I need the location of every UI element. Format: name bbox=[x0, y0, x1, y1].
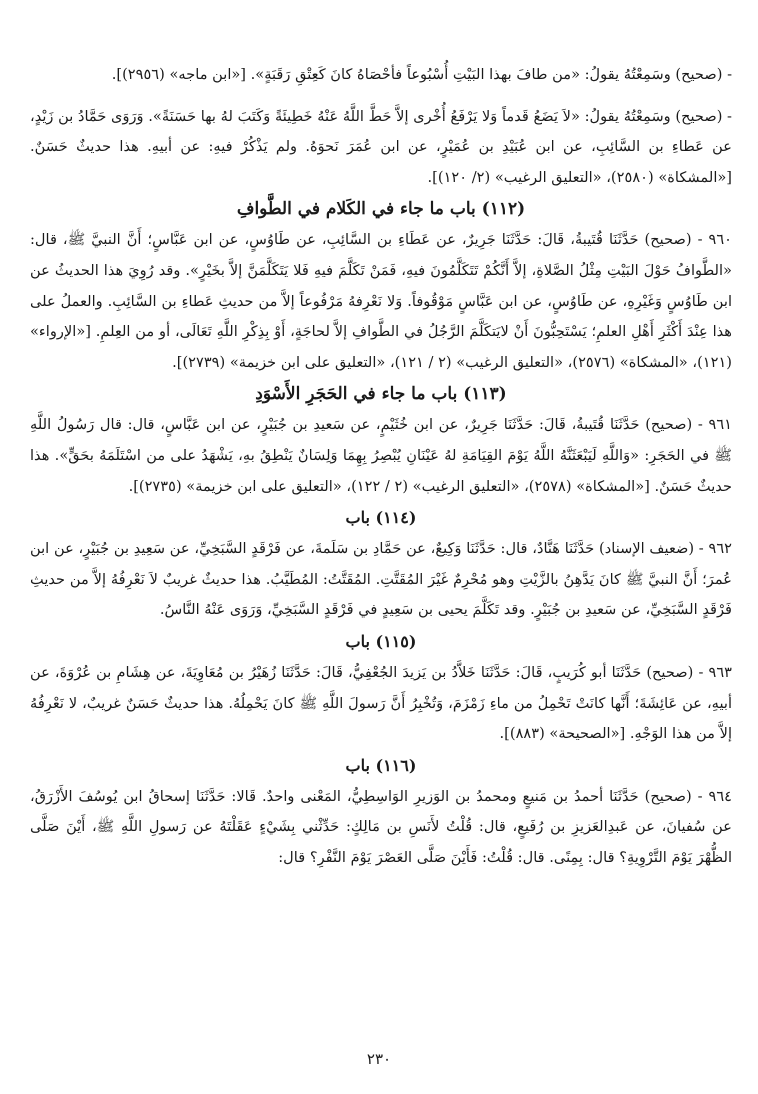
hadith-paragraph: - (صحيح) وسَمِعْتُهُ يقولُ: «لاَ يَضَعُ قَدماً وَلا يَرْفَعُ أُخْرى إلاَّ حَطَّ اللَّهُ عَنْهُ خَطِيئَةً وَكَتَبَ لهُ بها حَسَنَةً». وَرَوَى حَمَّادُ بن زَيْدٍ، عن عَطاءِ بن السَّائِبِ، عن ابن عُبَيْدِ بن عُمَيْرٍ، عن ابن عُمَرَ نَحوَهُ. ولم يَذْكُرْ فيهِ: عن أبيهِ. هذا حديثٌ حَسَنٌ. [«المشكاة» (٢٥٨٠)، «التعليق الرغيب» (٢/ ١٢٠)]. bbox=[30, 107, 732, 186]
hadith-960: ٩٦٠ - (صحيح) حَدَّثَنَا قُتَيبةُ، قَالَ: حَدَّثَنَا جَرِيرٌ، عن عَطَاءِ بن السَّائِبِ، عن طَاوُسٍ، عن ابن عَبَّاسٍ؛ أَنَّ النبيَّ ﷺ، قال: «الطَّوافُ حَوْلَ البَيْتِ مِثْلُ الصَّلاةِ، إلاَّ أَنَّكُمْ تَتَكَلَّمُونَ فيهِ، فَمَنْ تَكَلَّمَ فيهِ فَلا يَتَكَلَّمَنَّ إلاَّ بخَيْرٍ». وقد رُوِيَ هذا الحديثُ عن ابن طَاوُسٍ وَغَيْرِهِ، عن طَاوُسٍ، عن ابن عَبَّاسٍ مَوْقُوفاً. وَلا نَعْرِفهُ مَرْفُوعاً إلاَّ من حديثِ عَطاءِ بن السَّائِبِ. والعملُ على هذا عِنْدَ أَكْثَرِ أَهْلِ العلمِ؛ يَسْتَحِبُّونَ أَنْ لايَتكَلَّمَ الرَّجُلُ في الطَّوافِ إلاَّ لحاجَةٍ، أَوْ بِذِكْرِ اللَّهِ تَعَالَى، أو من العِلمِ. [«الإرواء» (١٢١)، «المشكاة» (٢٥٧٦)، «التعليق الرغيب» (٢ / ١٢١)، «التعليق على ابن خزيمة» (٢٧٣٩)]. bbox=[30, 231, 732, 371]
chapter-heading: (١١٤) باب bbox=[345, 508, 417, 528]
chapter-heading: (١١٦) باب bbox=[345, 755, 417, 775]
chapter-heading: (١١٥) باب bbox=[345, 631, 417, 651]
hadith-963: ٩٦٣ - (صحيح) حَدَّثَنَا أبو كُرَيبٍ، قَالَ: حَدَّثَنَا خَلاَّدُ بن يَزيدَ الجُعْفِيُّ، قَالَ: حَدَّثَنَا زُهَيْرُ بن مُعَاوِيَةَ، عن هِشَامِ بن عُرْوَةَ، عن أبيهِ، عن عَائِشَةَ؛ أَنَّها كانَتْ تَحْمِلُ من ماءِ زَمْزَمَ، وَتُخْبِرُ أَنَّ رَسولَ اللَّهِ ﷺ كانَ يَحْمِلُهُ. هذا حديثٌ حَسَنٌ غريبٌ، لا نَعْرِفُهُ إلاَّ من هذا الوَجْهِ. [«الصحيحة» (٨٨٣)]. bbox=[30, 663, 732, 743]
hadith-paragraph: - (صحيح) وسَمِعْتُهُ يقولُ: «من طافَ بهذا البَيْتِ أُسْبُوعاً فأحْصَاهُ كانَ كَعِتْقِ رَقَبَةٍ». [«ابن ماجه» (٢٩٥٦)]. bbox=[111, 66, 732, 83]
page-number: ٢٣٠ bbox=[366, 1050, 392, 1068]
chapter-heading: (١١٣) باب ما جاء في الحَجَرِ الأَسْوَدِ bbox=[255, 384, 507, 405]
chapter-heading: (١١٢) باب ما جاء في الكَلام في الطَّوافِ bbox=[236, 199, 526, 220]
hadith-961: ٩٦١ - (صحيح) حَدَّثَنَا قُتَيبةُ، قَالَ: حَدَّثَنَا جَرِيرٌ، عن ابن خُثَيْمٍ، عن سَعيدِ بن جُبَيْرٍ، عن ابن عَبَّاسٍ، قال: قال رَسُولُ اللَّهِ ﷺ في الحَجَرِ: «وَاللَّهِ لَيَبْعَثَنَّهُ اللَّهُ يَوْمَ القِيَامَةِ لهُ عَيْنَانِ يُبْصِرُ بِهِمَا وَلِسَانٌ يَنْطِقُ بهِ، يَشْهَدُ على من اسْتَلَمَهُ بحَقٍّ». هذا حديثٌ حَسَنٌ. [«المشكاة» (٢٥٧٨)، «التعليق الرغيب» (٢ / ١٢٢)، «التعليق على ابن خزيمة» (٢٧٣٥)]. bbox=[30, 416, 732, 495]
hadith-964: ٩٦٤ - (صحيح) حَدَّثَنَا أحمدُ بن مَنيعٍ ومحمدُ بن الوَزيرِ الوَاسِطِيُّ، المَعْنى واحدٌ. قَالا: حَدَّثَنَا إسحاقُ ابن يُوسُفَ الأَزْرَقُ، عن سُفيانَ، عن عَبدِالعَزيزِ بن رُفَيعٍ، قال: قُلْتُ لأَنَسِ بن مَالِكٍ: حَدِّثْني بِشَيْءٍ عَقَلْتَهُ عن رَسولِ اللَّهِ ﷺ، أَيْنَ صَلَّى الظُّهْرَ يَوْمَ التَّرْوِيةِ؟ قال: بِمِنًى. قال: قُلْتُ: فَأَيْنَ صَلَّى العَصْرَ يَوْمَ النَّفْرِ؟ قال: bbox=[30, 787, 732, 866]
hadith-962: ٩٦٢ - (ضعيف الإسناد) حَدَّثَنَا هَنَّادٌ، قال: حَدَّثَنَا وَكِيعٌ، عن حَمَّادِ بن سَلَمةَ، عن فَرْقَدٍ السَّبَخِيِّ، عن سَعِيدِ بن جُبَيْرٍ، عن ابن عُمرَ؛ أَنَّ النبيَّ ﷺ كانَ يَدَّهِنُ بالزَّيْتِ وهو مُحْرِمٌ غَيْرَ المُقَتَّتِ. المُقَتَّتُ: المُطَيَّبُ. هذا حديثٌ غريبٌ لاَ نَعْرِفُهُ إلاَّ من حديثِ فَرْقَدٍ السَّبَخِيِّ، عن سَعيدِ بن جُبَيْرٍ. وقد تَكَلَّمَ يحيى بن سَعِيدٍ في فَرْقَدٍ السَّبَخِيِّ، وَرَوَى عَنْهُ النَّاسُ. bbox=[30, 540, 732, 619]
book-page bbox=[30, 60, 732, 1070]
